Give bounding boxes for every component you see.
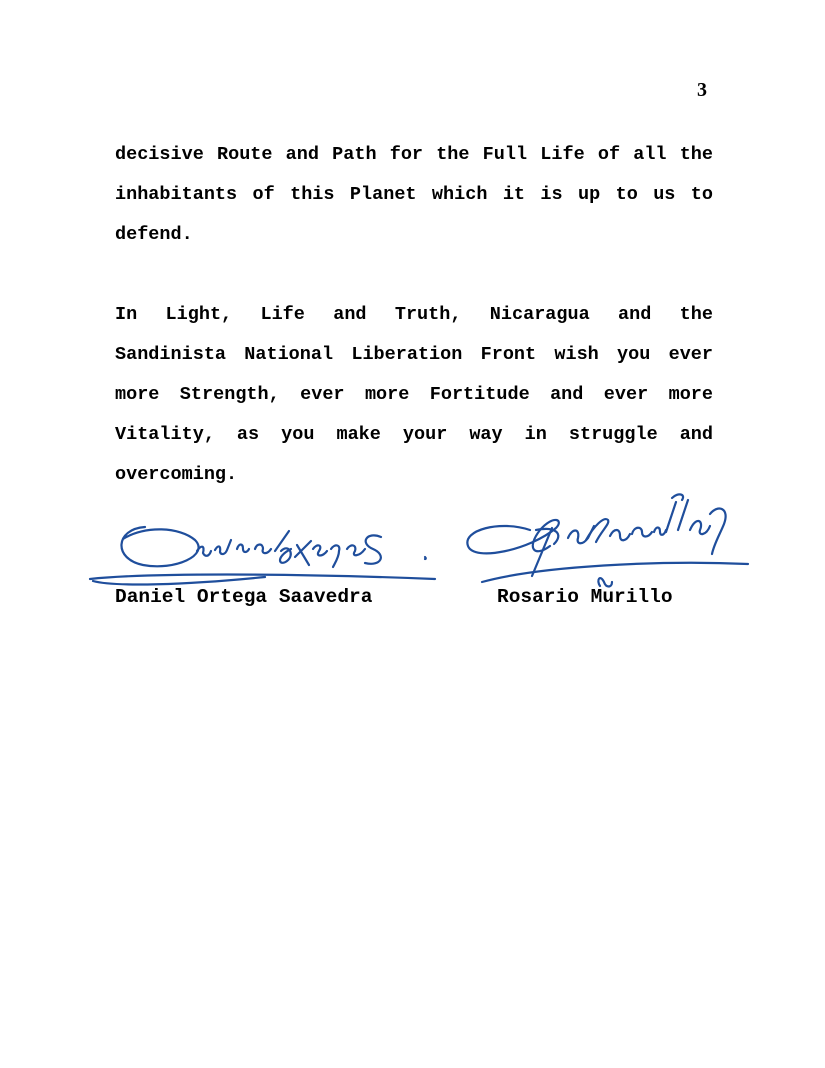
signatory-name-murillo: Rosario Murillo bbox=[497, 586, 673, 608]
paragraph-closing-continuation: decisive Route and Path for the Full Life of all the inhabitants of this Planet which it is up to us to defend. bbox=[115, 144, 713, 245]
paragraph-well-wishes: In Light, Life and Truth, Nicaragua and the Sandinista National Liberation Front wish you ever more Strength, ever more Fortitude and ever more Vitality, as you make your way in struggle and overcoming. bbox=[115, 304, 713, 485]
signatory-name-ortega: Daniel Ortega Saavedra bbox=[115, 586, 373, 608]
handwritten-signature-icon bbox=[85, 515, 445, 595]
page-number: 3 bbox=[697, 79, 707, 101]
